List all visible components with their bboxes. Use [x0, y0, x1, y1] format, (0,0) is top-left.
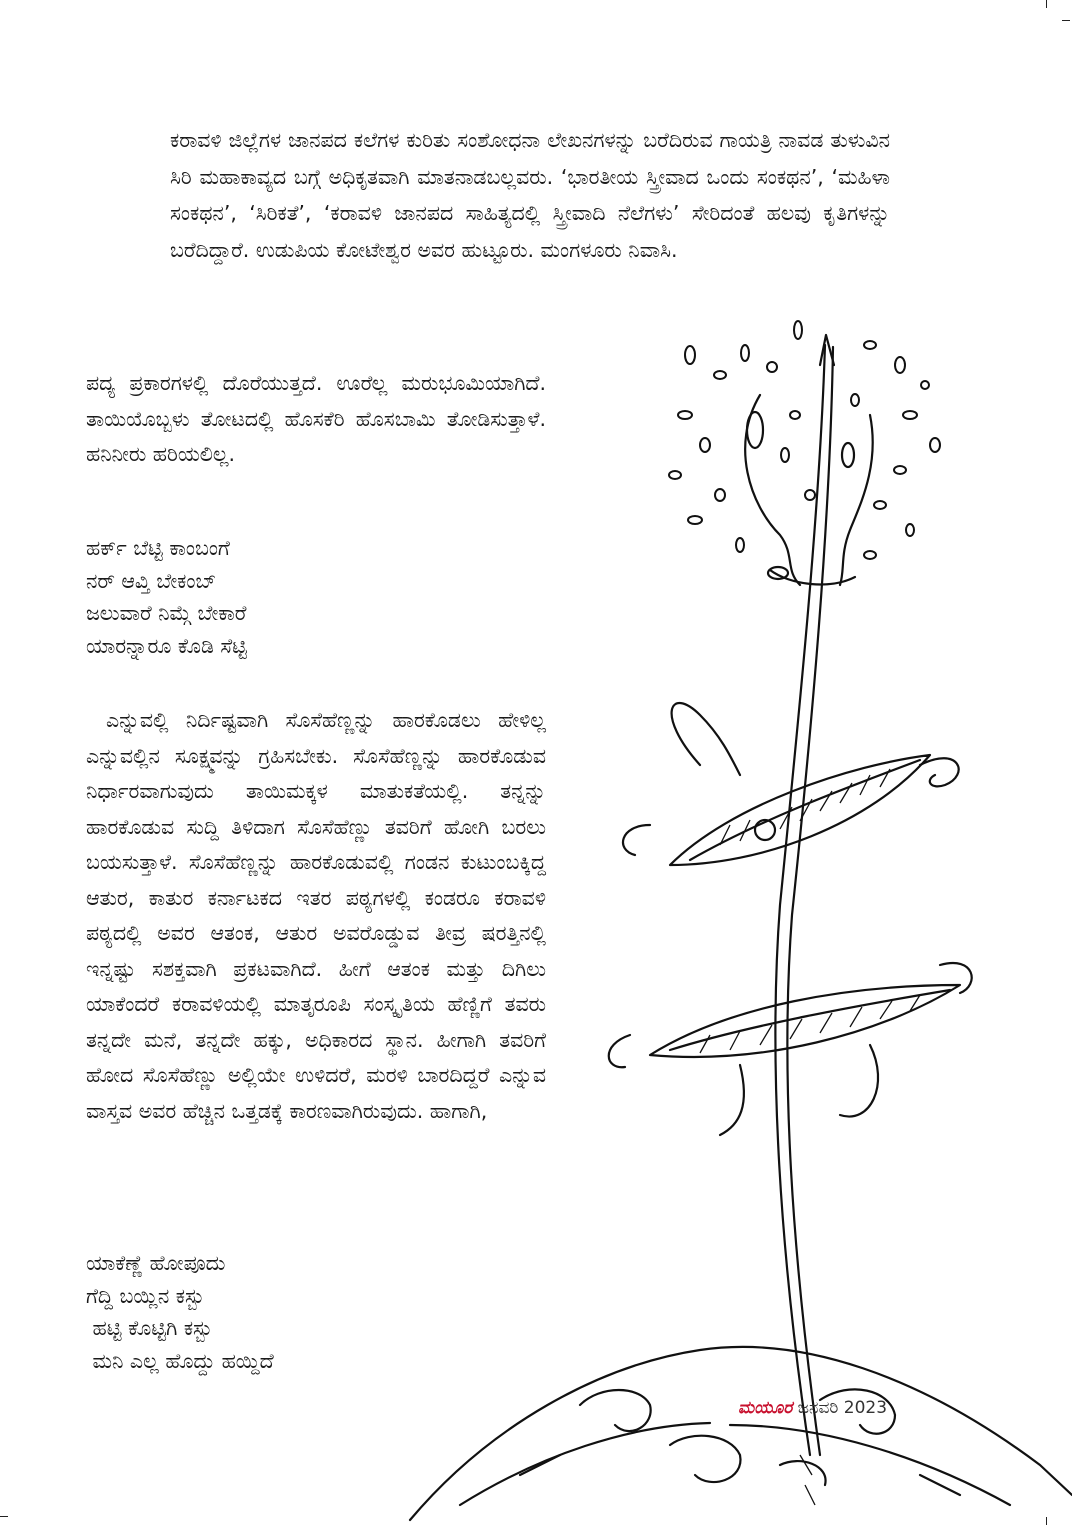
magazine-brand: ಮಯೂರ — [738, 1398, 793, 1418]
verse-line: ಜಲುವಾರೆ ನಿಮ್ಗೆ ಬೇಕಾರೆ — [86, 601, 247, 625]
verse-line: ನರ್ ಆವ್ತಿ ಬೇಕಂಬ್ — [86, 568, 217, 593]
body-paragraph-2: ಎನ್ನುವಲ್ಲಿ ನಿರ್ದಿಷ್ಟವಾಗಿ ಸೊಸೆಹೆಣ್ಣನ್ನು ಹಾರಕೊಡಲು ಹೇಳಿಲ್ಲ ಎನ್ನುವಲ್ಲಿನ ಸೂಕ್ಷ್ಮವನ್ನು ಗ್ರಹಿಸಬೇಕು. ಸೊಸೆಹೆಣ್ಣನ್ನು ಹಾರಕೊಡುವ ನಿರ್ಧಾರವಾಗುವುದು ತಾಯಿಮಕ್ಕಳ ಮಾತುಕತೆಯಲ್ಲಿ. ತನ್ನನ್ನು ಹಾರಕೊಡುವ ಸುದ್ದಿ ತಿಳಿದಾಗ ಸೊಸೆಹೆಣ್ಣು ತವರಿಗೆ ಹೋಗಿ ಬರಲು ಬಯಸುತ್ತಾಳೆ. ಸೊಸೆಹೆಣ್ಣನ್ನು ಹಾರಕೊಡುವಲ್ಲಿ ಗಂಡನ ಕುಟುಂಬಕ್ಕಿದ್ದ ಆತುರ, ಕಾತುರ ಕರ್ನಾಟಕದ ಇತರ ಪಠ್ಯಗಳಲ್ಲಿ ಕಂಡರೂ ಕರಾವಳಿ ಪಠ್ಯದಲ್ಲಿ ಅವರ ಆತಂಕ, ಆತುರ ಅವರೊಡ್ಡುವ ತೀವ್ರ ಷರತ್ತಿನಲ್ಲಿ ಇನ್ನಷ್ಟು ಸಶಕ್ತವಾಗಿ ಪ್ರಕಟವಾಗಿದೆ. ಹೀಗೆ ಆತಂಕ ಮತ್ತು ದಿಗಿಲು ಯಾಕೆಂದರೆ ಕರಾವಳಿಯಲ್ಲಿ ಮಾತೃರೂಪಿ ಸಂಸ್ಕೃತಿಯ ಹೆಣ್ಣಿಗೆ ತವರು ತನ್ನದೇ ಮನೆ, ತನ್ನದೇ ಹಕ್ಕು, ಅಧಿಕಾರದ ಸ್ಥಾನ. ಹೀಗಾಗಿ ತವರಿಗೆ ಹೋದ ಸೊಸೆಹೆಣ್ಣು ಅಲ್ಲಿಯೇ ಉಳಿದರೆ, ಮರಳಿ ಬಾರದಿದ್ದರೆ ಎನ್ನುವ ವಾಸ್ತವ ಅವರ ಹೆಚ್ಚಿನ ಒತ್ತಡಕ್ಕೆ ಕಾರಣವಾಗಿರುವುದು. ಹಾಗಾಗಿ, — [86, 708, 546, 1123]
page-footer — [738, 1398, 887, 1418]
verse-line: ಯಾಕೆಣ್ಣೆ ಹೋಪೂದು — [86, 1251, 226, 1275]
author-bio — [170, 122, 890, 268]
verse-line: ಗೆದ್ದಿ ಬಯ್ಲಿನ ಕಸ್ಬು — [86, 1283, 205, 1308]
tendril — [672, 703, 740, 775]
body-paragraph-1: ಪದ್ಯ ಪ್ರಕಾರಗಳಲ್ಲಿ ದೊರೆಯುತ್ತದೆ. ಊರೆಲ್ಲ ಮರುಭೂಮಿಯಾಗಿದೆ. ತಾಯಿಯೊಬ್ಬಳು ತೋಟದಲ್ಲಿ ಹೊಸಕೆರಿ ಹೊಸಬಾಮಿ ತೋಡಿಸುತ್ತಾಳೆ. ಹನಿನೀರು ಹರಿಯಲಿಲ್ಲ. — [86, 371, 546, 466]
crop-mark — [0, 1516, 8, 1517]
verse-line: ಯಾರನ್ನಾರೂ ಕೊಡಿ ಸೆಟ್ಟಿ — [86, 633, 248, 658]
verse-line: ಹರ್ಕ್ ಬೆಟ್ಟಿ ಕಾಂಬಂಗೆ — [86, 536, 230, 560]
ground-mound — [410, 1347, 1072, 1520]
flowering-stem-illustration — [400, 305, 1072, 1525]
crop-mark — [1062, 20, 1070, 21]
verse-line: ಮನಿ ಎಲ್ಲ ಹೊದ್ದು ಹಯ್ದಿದೆ — [86, 1348, 274, 1373]
crop-mark — [1046, 0, 1047, 8]
issue-date: ಜನವರಿ 2023 — [797, 1398, 888, 1418]
author-bio-text: ಕರಾವಳಿ ಜಿಲ್ಲೆಗಳ ಜಾನಪದ ಕಲೆಗಳ ಕುರಿತು ಸಂಶೋಧನಾ ಲೇಖನಗಳನ್ನು ಬರೆದಿರುವ ಗಾಯತ್ರಿ ನಾವಡ ತುಳುವಿನ ಸಿರಿ ಮಹಾಕಾವ್ಯದ ಬಗ್ಗೆ ಅಧಿಕೃತವಾಗಿ ಮಾತನಾಡಬಲ್ಲವರು. ‘ಭಾರತೀಯ ಸ್ತ್ರೀವಾದ ಒಂದು ಸಂಕಥನ’, ‘ಮಹಿಳಾ ಸಂಕಥನ’, ‘ಸಿರಿಕತೆ’, ‘ಕರಾವಳಿ ಜಾನಪದ ಸಾಹಿತ್ಯದಲ್ಲಿ ಸ್ತ್ರೀವಾದಿ ನೆಲೆಗಳು’ ಸೇರಿದಂತೆ ಹಲವು ಕೃತಿಗಳನ್ನು ಬರೆದಿದ್ದಾರೆ. ಉಡುಪಿಯ ಕೋಟೇಶ್ವರ ಅವರ ಹುಟ್ಟೂರು. ಮಂಗಳೂರು ನಿವಾಸಿ. — [170, 128, 890, 262]
verse-line: ಹಟ್ಟಿ ಕೊಟ್ಟಿಗಿ ಕಸ್ಬು — [86, 1316, 213, 1340]
